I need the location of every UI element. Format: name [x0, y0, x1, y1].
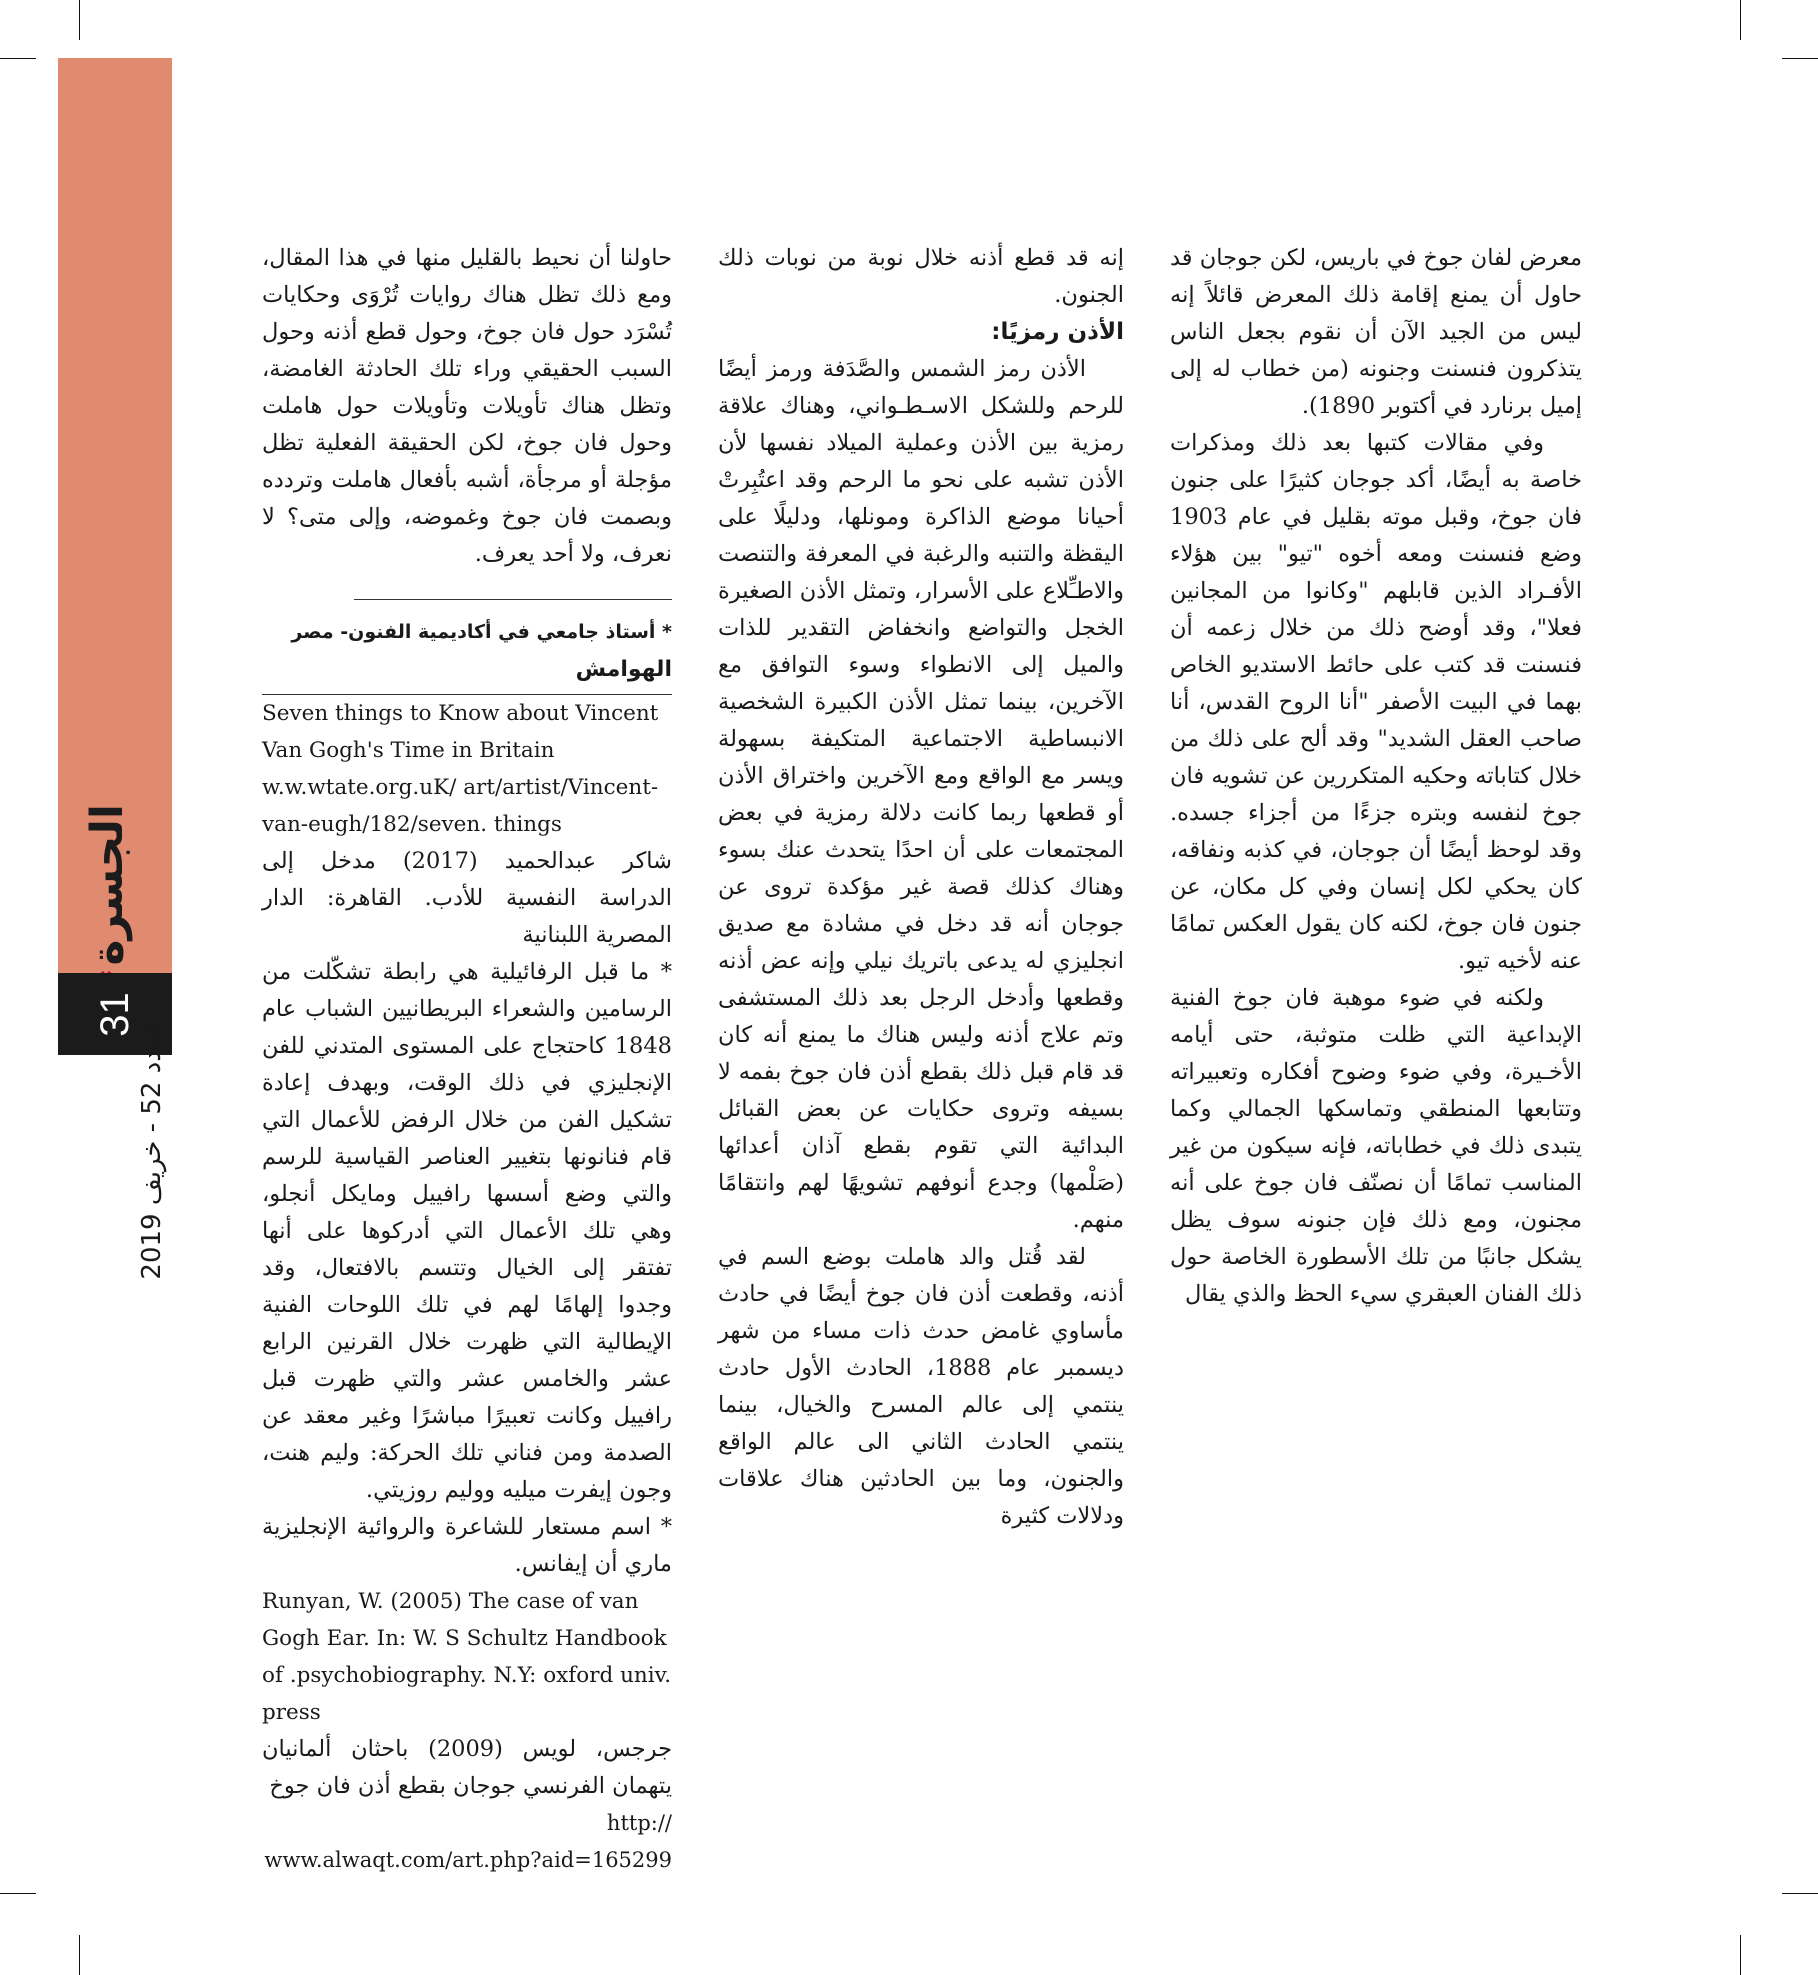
text-column-middle — [718, 240, 1124, 1535]
text-column-left — [262, 240, 672, 1879]
reference-item: Runyan, W. (2005) The case of van Gogh Ear. In: W. S Schultz Handbook of .psychobiography. N.Y: oxford univ. press — [262, 1589, 672, 1725]
reference-item: شاكر عبدالحميد (2017) مدخل إلى الدراسة النفسية للأدب. القاهرة: الدار المصرية اللبنانية — [262, 848, 672, 948]
crop-mark — [1782, 1893, 1818, 1894]
paragraph: وفي مقالات كتبها بعد ذلك ومذكرات خاصة به أيضًا، أكد جوجان كثيرًا على جنون فان جوخ، وقبل موته بقليل في عام 1903 وضع فنسنت ومعه أخوه "تيو" بين هؤلاء الأفـراد الذين قابلهم "وكانوا من المجانين فعلا"، وقد أوضح ذلك من خلال زعمه أن فنسنت قد كتب على حائط الاستديو الخاص بهما في البيت الأصفر "أنا الروح القدس، أنا صاحب العقل الشديد" وقد ألح على ذلك من خلال كتاباته وحكيه المتكررين عن تشويه فان جوخ لنفسه وبتره جزءًا من أجزاء جسده. وقد لوحظ أيضًا أن جوجان، في كذبه ونفاقه، كان يحكي لكل إنسان وفي كل مكان، عن جنون فان جوخ، لكنه كان يقول العكس تمامًا عنه لأخيه تيو. — [1170, 430, 1582, 974]
references-heading: الهوامش — [262, 651, 672, 695]
reference-item: * ما قبل الرفائيلية هي رابطة تشكّلت من الرسامين والشعراء البريطانيين الشباب عام 1848 كاحتجاج على المستوى المتدني للفن الإنجليزي في ذلك الوقت، وبهدف إعادة تشكيل الفن من خلال الرفض للأعمال التي قام فنانونها بتغيير العناصر القياسية للرسم والتي وضع أسسها رافييل ومايكل أنجلو، وهي تلك الأعمال التي أدركوها على أنها تفتقر إلى الخيال وتتسم بالافتعال، وقد وجدوا إلهامًا لهم في تلك اللوحات الفنية الإيطالية التي ظهرت خلال القرنين الرابع عشر والخامس عشر والتي ظهرت قبل رافييل وكانت تعبيرًا مباشرًا وغير معقد عن الصدمة ومن فناني تلك الحركة: وليم هنت، وجون إيفرت ميليه ووليم روزيتي. — [262, 959, 672, 1503]
paragraph: حاولنا أن نحيط بالقليل منها في هذا المقال، ومع ذلك تظل هناك روايات تُرْوَى وحكايات تُسْرَد حول فان جوخ، وحول قطع أذنه وحول السبب الحقيقي وراء تلك الحادثة الغامضة، وتظل هناك تأويلات وتأويلات حول هاملت وحول فان جوخ، لكن الحقيقة الفعلية تظل مؤجلة أو مرجأة، أشبه بأفعال هاملت وتردده وبصمت فان جوخ وغموضه، وإلى متى؟ لا نعرف، ولا أحد يعرف. — [262, 245, 672, 567]
crop-mark — [1740, 0, 1741, 40]
reference-item: جرجس، لويس (2009) باحثان ألمانيان يتهمان الفرنسي جوجان بقطع أذن فان جوخ — [262, 1736, 672, 1799]
crop-mark — [79, 1935, 80, 1975]
paragraph: الأذن رمز الشمس والصَّدَفة ورمز أيضًا للرحم وللشكل الاسـطـواني، وهناك علاقة رمزية بين الأذن وعملية الميلاد نفسها لأن الأذن تشبه على نحو ما الرحم وقد اعتُبِرتْ أحيانا موضع الذاكرة ومونلها، ودليلًا على اليقظة والتنبه والرغبة في المعرفة والتنصت والاطـِّلاع على الأسرار، وتمثل الأذن الصغيرة الخجل والتواضع وانخفاض التقدير للذات والميل إلى الانطواء وسوء التوافق مع الآخرين، بينما تمثل الأذن الكبيرة الشخصية الانبساطية الاجتماعية المتكيفة بسهولة ويسر مع الواقع ومع الآخرين واختراق الأذن أو قطعها ربما كانت دلالة رمزية في بعض المجتمعات على أن احدًا يتحدث عنك بسوء وهناك كذلك قصة غير مؤكدة تروى عن جوجان أنه قد دخل في مشادة مع صديق انجليزي له يدعى باتريك نيلي وإنه عض أذنه وقطعها وأدخل الرجل بعد ذلك المستشفى وتم علاج أذنه وليس هناك ما يمنع أنه كان قد قام قبل ذلك بقطع أذن فان جوخ بفمه لا بسيفه وتروى حكايات عن بعض القبائل البدائية التي تقوم بقطع آذان أعدائها (صَلْمها) وجدع أنوفهم تشويهًا لهم وانتقامًا منهم. — [718, 356, 1124, 1233]
author-note: * أستاذ جامعي في أكاديمية الفنون- مصر — [291, 621, 672, 643]
crop-mark — [1782, 58, 1818, 59]
crop-mark — [1740, 1935, 1741, 1975]
crop-mark — [0, 1893, 36, 1894]
reference-item: Seven things to Know about Vincent Van Gogh's Time in Britain w.w.wtate.org.uK/ art/artist/Vincent-van-eugh/182/seven. things — [262, 701, 659, 837]
footnote-divider — [354, 599, 672, 600]
page-number: 31 — [92, 991, 137, 1037]
magazine-logo — [82, 804, 133, 988]
crop-mark — [0, 58, 36, 59]
crop-mark — [79, 0, 80, 40]
paragraph: معرض لفان جوخ في باريس، لكن جوجان قد حاول أن يمنع إقامة ذلك المعرض قائلاً إنه ليس من الجيد الآن أن نقوم بجعل الناس يتذكرون فنسنت وجنونه (من خطاب له إلى إميل برنارد في أكتوبر 1890). — [1170, 245, 1582, 419]
text-column-right — [1170, 240, 1582, 1313]
paragraph: ولكنه في ضوء موهبة فان جوخ الفنية الإبداعية التي ظلت متوثبة، حتى أيامه الأخـيرة، وفي ضوء وضوح أفكاره وتعبيراته وتتابعها المنطقي وتماسكها الجمالي وكما يتبدى ذلك في خطاباته، فإنه سيكون من غير المناسب تمامًا أن نصنّف فان جوخ على أنه مجنون، ومع ذلك فإن جنونه سوف يظل يشكل جانبًا من تلك الأسطورة الخاصة حول ذلك الفنان العبقري سيء الحظ والذي يقال — [1170, 985, 1582, 1307]
issue-line: العدد 52 - خريف 2019 — [137, 1020, 167, 1280]
paragraph: إنه قد قطع أذنه خلال نوبة من نوبات ذلك الجنون. — [718, 245, 1124, 308]
paragraph: لقد قُتل والد هاملت بوضع السم في أذنه، وقطعت أذن فان جوخ أيضًا في حادث مأساوي غامض حدث ذات مساء من شهر ديسمبر عام 1888، الحادث الأول حادث ينتمي إلى عالم المسرح والخيال، بينما ينتمي الحادث الثاني الى عالم الواقع والجنون، وما بين الحادثين هناك علاقات ودلالات كثيرة — [718, 1244, 1124, 1529]
reference-url-head: http:// — [606, 1811, 672, 1835]
logo-text: الجسرة — [82, 804, 133, 966]
reference-item: * اسم مستعار للشاعرة والروائية الإنجليزية ماري أن إيفانس. — [262, 1514, 672, 1577]
section-heading: الأذن رمزيًا: — [991, 319, 1124, 345]
reference-url: www.alwaqt.com/art.php?aid=165299 — [264, 1848, 672, 1872]
